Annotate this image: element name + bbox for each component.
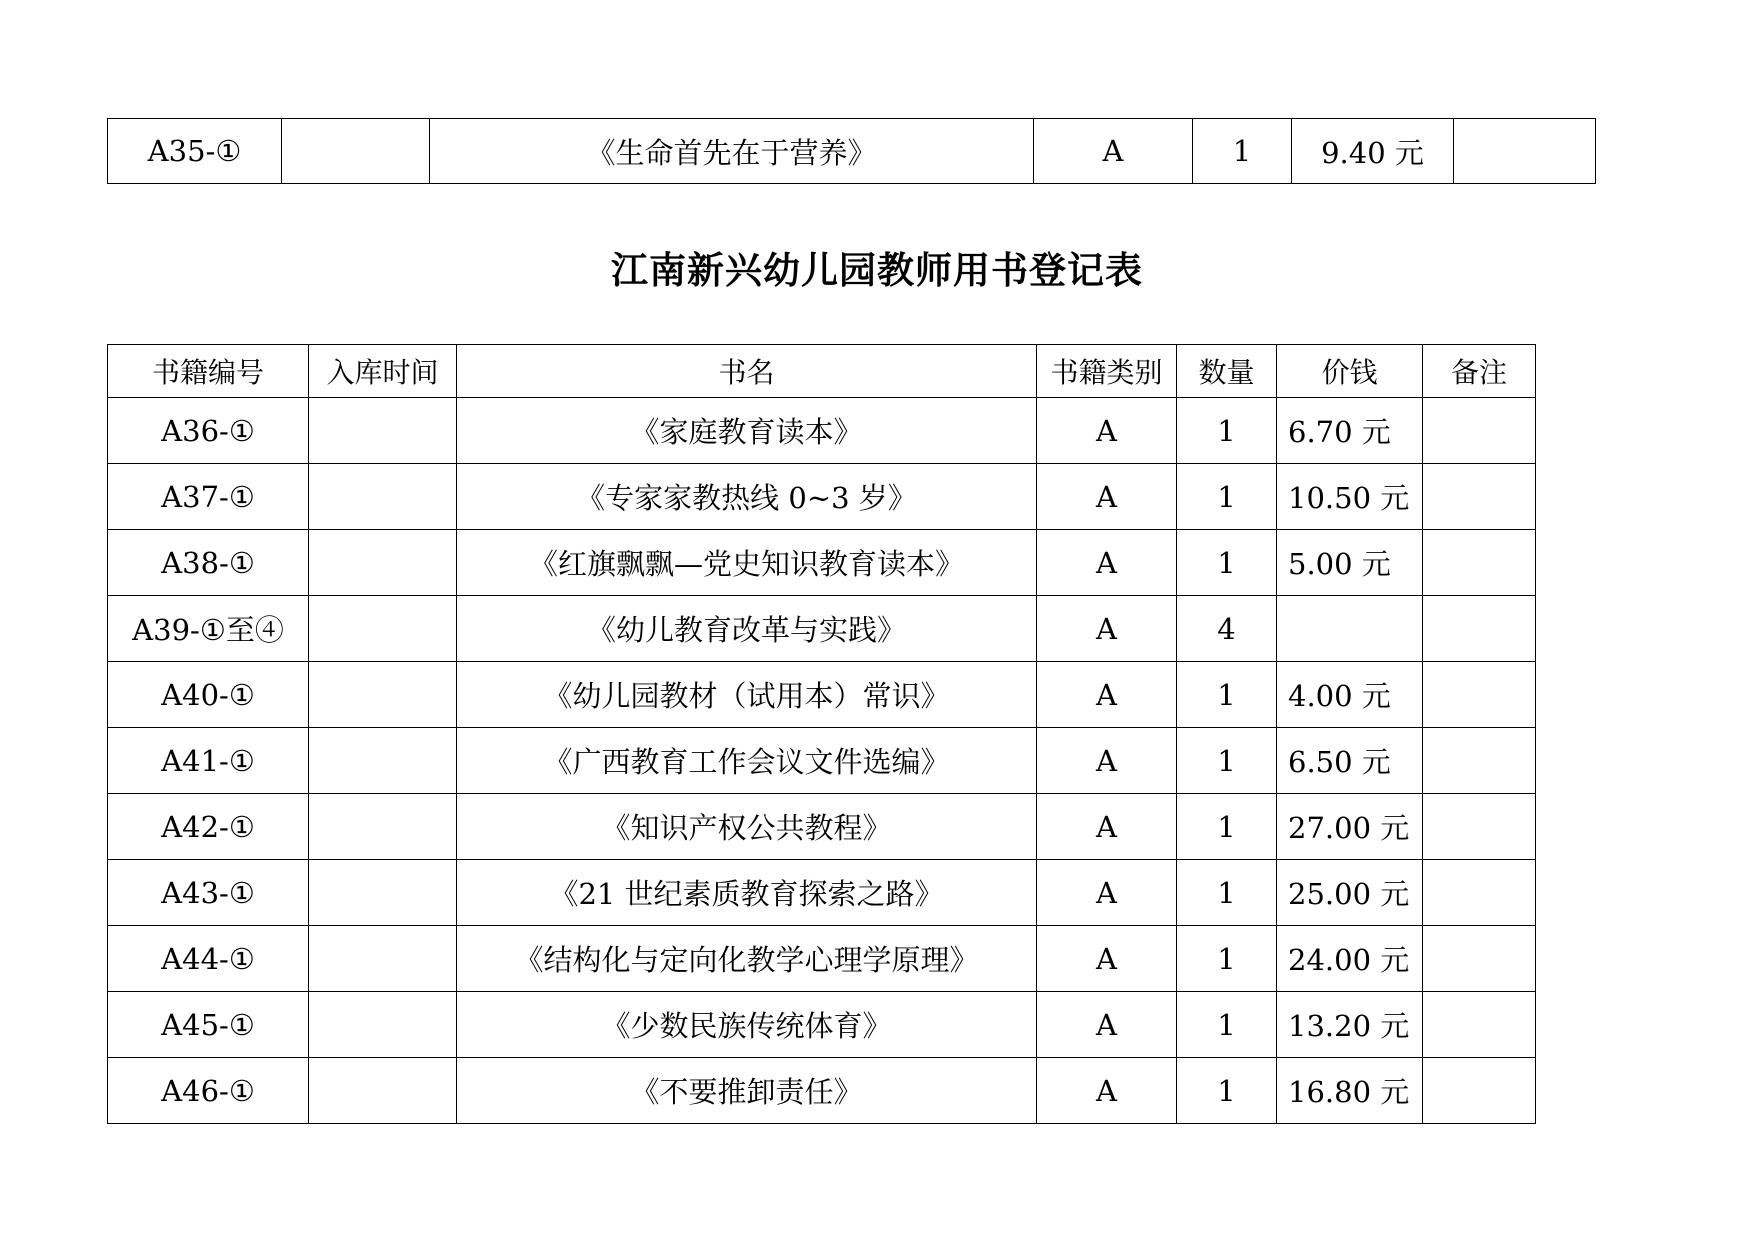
cell-id: A43-① (108, 860, 309, 926)
cell-title: 《幼儿教育改革与实践》 (457, 596, 1037, 662)
header-price: 价钱 (1277, 345, 1423, 398)
cell-note (1423, 596, 1536, 662)
cell-category: A (1037, 860, 1177, 926)
cell-price (1277, 596, 1423, 662)
header-qty: 数量 (1177, 345, 1277, 398)
cell-price: 5.00 元 (1277, 530, 1423, 596)
header-note: 备注 (1423, 345, 1536, 398)
cell-id: A35-① (108, 119, 282, 184)
table-row (108, 530, 1536, 596)
cell-id: A44-① (108, 926, 309, 992)
table-row (108, 992, 1536, 1058)
cell-id: A40-① (108, 662, 309, 728)
cell-price: 6.50 元 (1277, 728, 1423, 794)
cell-category: A (1037, 728, 1177, 794)
cell-category: A (1037, 662, 1177, 728)
cell-price: 9.40 元 (1292, 119, 1454, 184)
cell-note (1423, 530, 1536, 596)
cell-price: 4.00 元 (1277, 662, 1423, 728)
cell-qty: 1 (1177, 728, 1277, 794)
cell-qty: 1 (1177, 464, 1277, 530)
cell-qty: 1 (1177, 926, 1277, 992)
cell-note (1423, 464, 1536, 530)
cell-note (1423, 1058, 1536, 1124)
page-title: 江南新兴幼儿园教师用书登记表 (611, 248, 1143, 292)
header-category: 书籍类别 (1037, 345, 1177, 398)
cell-note (1423, 860, 1536, 926)
cell-date (309, 662, 457, 728)
cell-qty: 1 (1177, 992, 1277, 1058)
cell-category: A (1037, 596, 1177, 662)
cell-note (1423, 992, 1536, 1058)
table-row (108, 1058, 1536, 1124)
cell-title: 《家庭教育读本》 (457, 398, 1037, 464)
cell-note (1423, 728, 1536, 794)
cell-note (1423, 398, 1536, 464)
cell-id: A45-① (108, 992, 309, 1058)
cell-date (282, 119, 430, 184)
cell-category: A (1037, 530, 1177, 596)
table-row (108, 119, 1596, 184)
cell-title: 《不要推卸责任》 (457, 1058, 1037, 1124)
cell-date (309, 464, 457, 530)
table-row (108, 860, 1536, 926)
cell-id: A46-① (108, 1058, 309, 1124)
cell-date (309, 992, 457, 1058)
cell-price: 24.00 元 (1277, 926, 1423, 992)
cell-date (309, 398, 457, 464)
cell-date (309, 794, 457, 860)
cell-qty: 1 (1177, 662, 1277, 728)
cell-title: 《21 世纪素质教育探索之路》 (457, 860, 1037, 926)
cell-qty: 1 (1177, 794, 1277, 860)
cell-title: 《专家家教热线 0~3 岁》 (457, 464, 1037, 530)
cell-category: A (1037, 926, 1177, 992)
cell-price: 6.70 元 (1277, 398, 1423, 464)
header-title: 书名 (457, 345, 1037, 398)
cell-title: 《幼儿园教材（试用本）常识》 (457, 662, 1037, 728)
cell-price: 25.00 元 (1277, 860, 1423, 926)
table-header-row (108, 345, 1536, 398)
cell-qty: 1 (1177, 398, 1277, 464)
continued-table (107, 118, 1596, 184)
table-row (108, 794, 1536, 860)
cell-date (309, 926, 457, 992)
cell-price: 10.50 元 (1277, 464, 1423, 530)
cell-title: 《广西教育工作会议文件选编》 (457, 728, 1037, 794)
cell-title: 《生命首先在于营养》 (430, 119, 1034, 184)
cell-category: A (1037, 398, 1177, 464)
cell-price: 13.20 元 (1277, 992, 1423, 1058)
cell-price: 27.00 元 (1277, 794, 1423, 860)
header-id: 书籍编号 (108, 345, 309, 398)
header-date: 入库时间 (309, 345, 457, 398)
cell-id: A42-① (108, 794, 309, 860)
table-row (108, 728, 1536, 794)
book-register-table (107, 344, 1536, 1124)
table-row (108, 662, 1536, 728)
cell-category: A (1037, 794, 1177, 860)
cell-date (309, 728, 457, 794)
cell-category: A (1037, 992, 1177, 1058)
cell-note (1454, 119, 1596, 184)
cell-category: A (1037, 464, 1177, 530)
cell-note (1423, 794, 1536, 860)
cell-id: A39-①至④ (108, 596, 309, 662)
cell-qty: 1 (1177, 530, 1277, 596)
table-row (108, 926, 1536, 992)
cell-qty: 1 (1193, 119, 1292, 184)
cell-category: A (1034, 119, 1193, 184)
cell-category: A (1037, 1058, 1177, 1124)
cell-title: 《红旗飘飘—党史知识教育读本》 (457, 530, 1037, 596)
cell-title: 《少数民族传统体育》 (457, 992, 1037, 1058)
cell-qty: 4 (1177, 596, 1277, 662)
cell-date (309, 1058, 457, 1124)
cell-title: 《结构化与定向化教学心理学原理》 (457, 926, 1037, 992)
cell-note (1423, 662, 1536, 728)
cell-qty: 1 (1177, 860, 1277, 926)
cell-id: A37-① (108, 464, 309, 530)
cell-title: 《知识产权公共教程》 (457, 794, 1037, 860)
cell-id: A38-① (108, 530, 309, 596)
table-row (108, 464, 1536, 530)
cell-id: A41-① (108, 728, 309, 794)
cell-price: 16.80 元 (1277, 1058, 1423, 1124)
table-row (108, 596, 1536, 662)
cell-id: A36-① (108, 398, 309, 464)
cell-date (309, 530, 457, 596)
cell-note (1423, 926, 1536, 992)
cell-date (309, 860, 457, 926)
table-row (108, 398, 1536, 464)
cell-qty: 1 (1177, 1058, 1277, 1124)
cell-date (309, 596, 457, 662)
